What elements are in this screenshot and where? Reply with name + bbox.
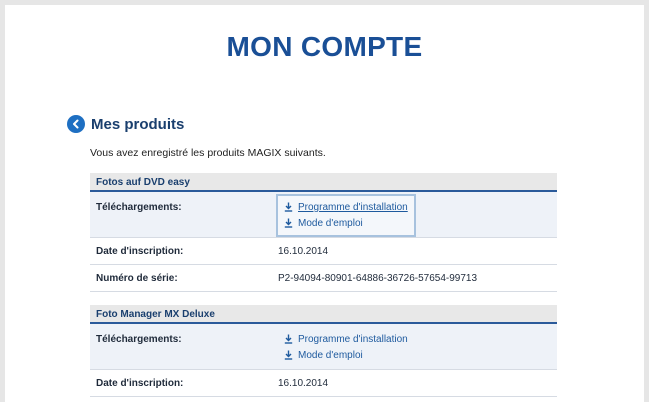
section-title: Mes produits <box>91 115 185 133</box>
back-button[interactable] <box>67 115 85 133</box>
user-manual-label: Mode d'emploi <box>298 349 363 361</box>
downloads-box <box>276 326 416 369</box>
downloads-box <box>276 194 416 237</box>
user-manual-link[interactable] <box>284 347 408 363</box>
product-card <box>90 173 557 292</box>
registration-date-value: 16.10.2014 <box>278 245 329 257</box>
user-manual-label: Mode d'emploi <box>298 217 363 229</box>
product-card <box>90 305 557 397</box>
product-name: Fotos auf DVD easy <box>90 173 557 192</box>
install-program-link[interactable] <box>284 331 408 347</box>
section-header <box>67 113 184 135</box>
chevron-left-icon <box>71 119 81 129</box>
download-icon <box>284 218 293 228</box>
product-name: Foto Manager MX Deluxe <box>90 305 557 324</box>
registration-date-label: Date d'inscription: <box>96 377 184 389</box>
downloads-row <box>90 324 557 370</box>
serial-number-row <box>90 265 557 292</box>
page-frame <box>5 5 644 402</box>
registration-date-value: 16.10.2014 <box>278 377 329 389</box>
serial-number-label: Numéro de série: <box>96 272 178 284</box>
serial-number-value: P2-94094-80901-64886-36726-57654-99713 <box>278 272 478 284</box>
registration-date-row <box>90 370 557 397</box>
user-manual-link[interactable] <box>284 215 408 231</box>
install-program-label: Programme d'installation <box>298 333 408 345</box>
install-program-link[interactable] <box>284 199 408 215</box>
registration-date-label: Date d'inscription: <box>96 245 184 257</box>
download-icon <box>284 334 293 344</box>
install-program-label: Programme d'installation <box>298 201 408 213</box>
downloads-label: Téléchargements: <box>96 202 182 213</box>
download-icon <box>284 350 293 360</box>
intro-text: Vous avez enregistré les produits MAGIX suivants. <box>90 147 326 159</box>
page-title: MON COMPTE <box>226 31 423 62</box>
registration-date-row <box>90 238 557 265</box>
downloads-label: Téléchargements: <box>96 334 182 345</box>
downloads-row <box>90 192 557 238</box>
download-icon <box>284 202 293 212</box>
